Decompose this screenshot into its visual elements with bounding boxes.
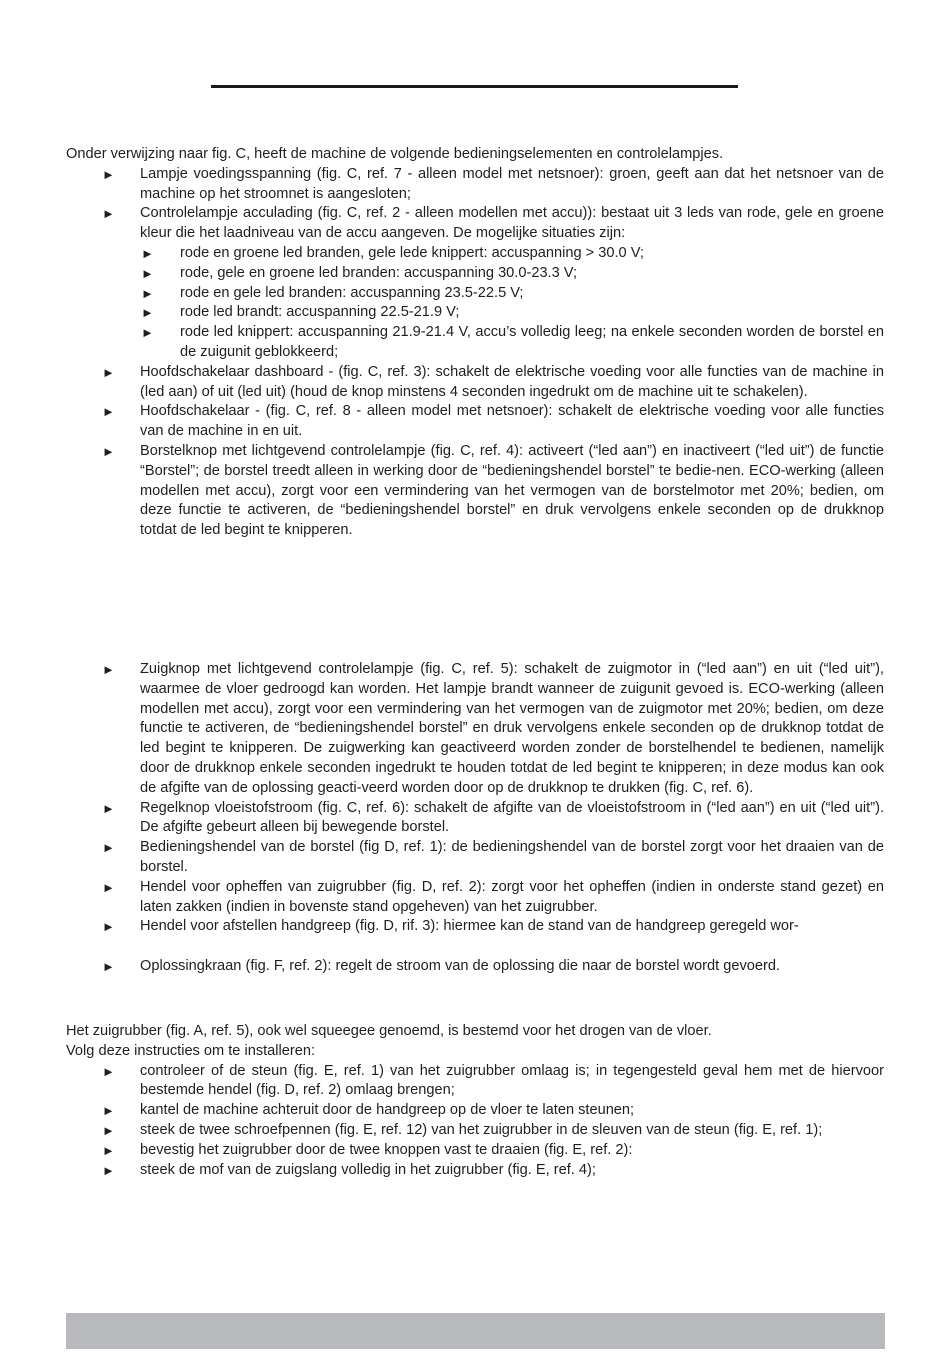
section-controls-intro: Onder verwijzing naar fig. C, heeft de machine de volgende bedieningselementen en controlelampjes. [66,146,724,162]
bullet-icon: ► [102,166,115,182]
section-controls [66,145,884,541]
section-squeegee [66,1022,884,1180]
list-item-main-switch: ► Hoofdschakelaar - (fig. C, ref. 8 - alleen model met netsnoer): schakelt de elektrische voeding voor alle functies van de machine in en uit. [102,403,884,440]
sub-item-battery-level-2: ► rode, gele en groene led branden: accuspanning 30.0-23.3 V; [66,264,884,284]
bullet-icon: ► [102,1103,115,1119]
bullet-icon: ► [141,265,154,281]
bullet-icon: ► [102,443,115,459]
bullet-icon: ► [102,1063,115,1079]
section-controls-continued [66,660,884,977]
list-item-dashboard-switch: ► Hoofdschakelaar dashboard - (fig. C, ref. 3): schakelt de elektrische voeding voor alle functies van de machine in (led aan) of uit (led uit) (houd de knop minstens 4 seconden ingedrukt om de machine uit te schakelen). [102,363,884,400]
bullet-icon: ► [102,364,115,380]
bullet-icon: ► [141,305,154,321]
title-rule [211,85,738,88]
section-squeegee-instructions-lead: Volg deze instructies om te installeren: [66,1042,316,1059]
sub-item-battery-level-3: ► rode en gele led branden: accuspanning 23.5-22.5 V; [66,284,884,304]
bullet-icon: ► [102,1142,115,1158]
bullet-icon: ► [141,285,154,301]
sub-item-battery-level-5: ► rode led knippert: accuspanning 21.9-21.4 V, accu’s volledig leeg; na enkele seconden worden de borstel en de zuigunit geblokkeerd; [141,324,884,360]
bullet-icon: ► [102,206,115,222]
list-item-squeegee-lever: ► Hendel voor opheffen van zuigrubber (fig. D, ref. 2): zorgt voor het opheffen (indien in onderste stand gezet) en laten zakken (indien in bovenste stand opgeheven) van het zuigrubber. [102,878,884,915]
list-item-power-lamp: ► Lampje voedingsspanning (fig. C, ref. 7 - alleen model met netsnoer): groen, geeft aan dat het netsnoer van de machine op het stroomnet is aangesloten; [102,165,884,202]
bullet-icon: ► [102,662,115,677]
bullet-icon: ► [141,325,154,341]
list-item-install-step-2: ► kantel de machine achteruit door de handgreep op de vloer te laten steunen; [66,1101,884,1121]
list-item-battery-lamp: ► Controlelampje acculading (fig. C, ref. 2 - alleen modellen met accu)): bestaat uit 3 leds van rode, gele en groene kleur die het laadniveau van de accu aangeven. De mogelijke situaties zijn: [102,205,884,242]
bullet-icon: ► [102,958,115,974]
sub-item-battery-level-4: ► rode led brandt: accuspanning 22.5-21.9 V; [66,303,884,323]
bullet-icon: ► [102,404,115,420]
bullet-icon: ► [102,919,115,935]
list-item-handle-lever: ► Hendel voor afstellen handgreep (fig. D, rif. 3): hiermee kan de stand van de handgreep geregeld wor- [66,917,884,937]
bullet-icon: ► [102,800,115,816]
list-item-suction-button: ► Zuigknop met lichtgevend controlelampje (fig. C, ref. 5): schakelt de zuigmotor in (“led aan”) en uit (“led uit”), waarmee de vloer gedroogd kan worden. Het lampje brandt wanneer de zuigunit gevoed is. ECO-werking (alleen modellen met accu), zorgt voor een vermindering van het vermogen van de zuigmotor met 20%; bedien, om deze functie te activeren, de “bedieningshendel borstel” en druk vervolgens enkele seconden op de drukknop totdat de led begint te knipperen. De zuigwerking kan geactiveerd worden zonder de borstelhendel te bedienen, namelijk door de drukknop enkele seconden ingedrukt te houden totdat de led begint te knipperen; in deze modus kan ook de afgifte van de oplossing geacti-veerd worden door op de drukknop te drukken (fig. C, ref. 6). [102,661,884,796]
bullet-icon: ► [102,840,115,856]
sub-item-battery-level-1: ► rode en groene led branden, gele lede knippert: accuspanning > 30.0 V; [66,244,884,264]
bullet-icon: ► [102,879,115,895]
list-item-brush-button: ► Borstelknop met lichtgevend controlelampje (fig. C, ref. 4): activeert (“led aan”) en inactiveert (“led uit”) de functie “Borstel”; de borstel treedt alleen in werking door de “bedieningshendel borstel” te bedie-nen. ECO-werking (alleen modellen met accu), zorgt voor een vermindering van het vermogen van de borstelmotor met 20%; bedien, om deze functie te activeren, de “bedieningshendel borstel” en druk vervolgens enkele seconden op de drukknop totdat de led begint te knipperen. [102,442,884,539]
section-squeegee-intro: Het zuigrubber (fig. A, ref. 5), ook wel squeegee genoemd, is bestemd voor het drogen van de vloer. [66,1023,712,1039]
list-item-install-step-4: ► bevestig het zuigrubber door de twee knoppen vast te draaien (fig. E, ref. 2): [66,1141,884,1161]
list-item-install-step-5: ► steek de mof van de zuigslang volledig in het zuigrubber (fig. E, ref. 4); [66,1161,884,1181]
footer-bar [66,1313,885,1349]
list-item-install-step-1: ► controleer of de steun (fig. E, ref. 1) van het zuigrubber omlaag is; in tegengesteld geval hem met de hiervoor bestemde hendel (fig. D, ref. 2) omlaag brengen; [102,1062,884,1099]
list-item-install-step-3: ► steek de twee schroefpennen (fig. E, ref. 12) van het zuigrubber in de sleuven van de steun (fig. E, ref. 1); [66,1121,884,1141]
bullet-icon: ► [102,1162,115,1178]
bullet-icon: ► [102,1122,115,1138]
list-item-solution-tap: ► Oplossingkraan (fig. F, ref. 2): regelt de stroom van de oplossing die naar de borstel wordt gevoerd. [66,957,884,977]
list-item-brush-lever: ► Bedieningshendel van de borstel (fig D, ref. 1): de bedieningshendel van de borstel zorgt voor het draaien van de borstel. [102,839,884,875]
list-item-flow-knob: ► Regelknop vloeistofstroom (fig. C, ref. 6): schakelt de afgifte van de vloeistofstroom in (“led aan”) en uit (“led uit”). De afgifte gebeurt alleen bij bewegende borstel. [102,799,884,836]
bullet-icon: ► [141,245,154,261]
